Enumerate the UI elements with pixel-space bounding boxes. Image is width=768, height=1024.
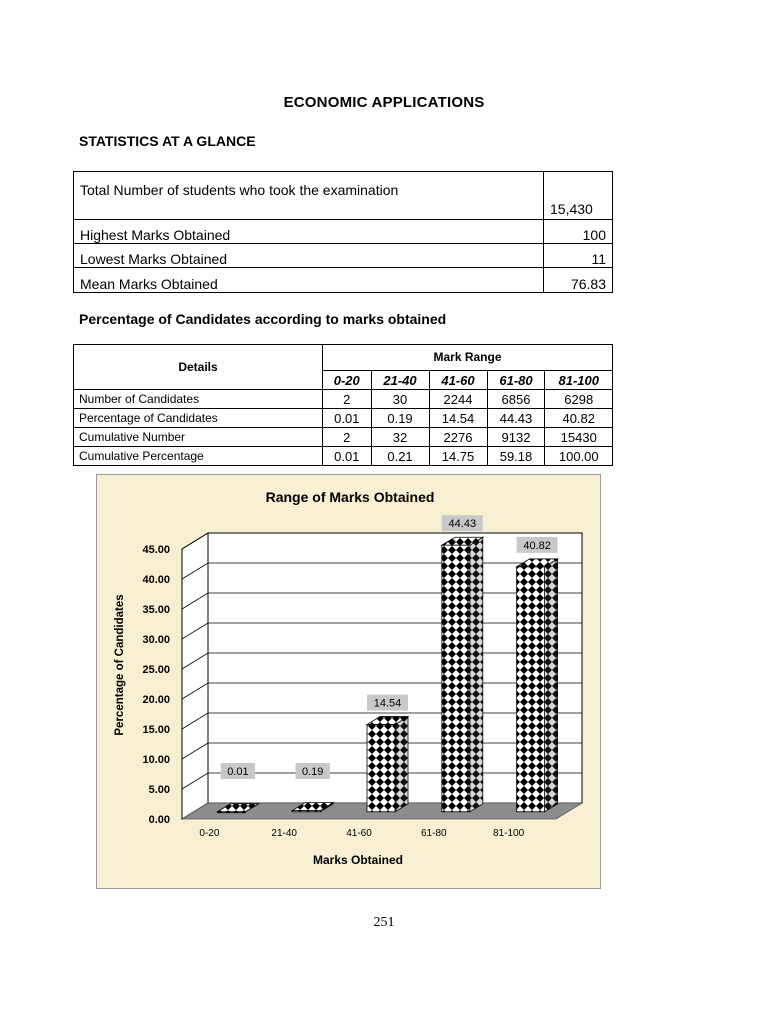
- chart-side-wall: [182, 533, 208, 819]
- range-header: 81-100: [545, 371, 613, 390]
- bar-side: [395, 717, 408, 812]
- stat-label: Lowest Marks Obtained: [74, 244, 544, 268]
- table-cell: 2: [323, 390, 372, 409]
- row-label: Cumulative Number: [74, 428, 323, 447]
- x-tick-label: 81-100: [493, 828, 525, 839]
- table-cell: 0.01: [323, 447, 372, 466]
- table-cell: 2244: [429, 390, 487, 409]
- y-tick-label: 40.00: [142, 574, 170, 586]
- y-tick-label: 5.00: [148, 784, 170, 796]
- table-cell: 9132: [487, 428, 545, 447]
- table-row: [74, 244, 613, 268]
- table-row: [74, 447, 613, 466]
- bar: [442, 545, 470, 812]
- distribution-table: [73, 344, 613, 466]
- table-cell: 0.01: [323, 409, 372, 428]
- table-row: [74, 428, 613, 447]
- table-row: [74, 390, 613, 409]
- y-tick-label: 0.00: [148, 814, 170, 826]
- stat-label: Mean Marks Obtained: [74, 268, 544, 293]
- stat-value: 11: [544, 244, 613, 268]
- table-row: [74, 409, 613, 428]
- table-cell: 6856: [487, 390, 545, 409]
- table-cell: 14.75: [429, 447, 487, 466]
- table-row: [74, 268, 613, 293]
- stat-value: 100: [544, 220, 613, 244]
- table-cell: 6298: [545, 390, 613, 409]
- bar-side: [545, 559, 558, 812]
- table-cell: 32: [371, 428, 429, 447]
- y-tick-label: 35.00: [142, 604, 170, 616]
- stat-label: Highest Marks Obtained: [74, 220, 544, 244]
- row-label: Number of Candidates: [74, 390, 323, 409]
- y-axis-label: Percentage of Candidates: [114, 594, 126, 736]
- table-cell: 2: [323, 428, 372, 447]
- page-heading: ECONOMIC APPLICATIONS: [283, 94, 485, 111]
- bar: [292, 811, 320, 812]
- row-label: Percentage of Candidates: [74, 409, 323, 428]
- table-cell: 30: [371, 390, 429, 409]
- bar: [517, 567, 545, 812]
- data-label: 0.01: [227, 766, 249, 778]
- table-row: [74, 220, 613, 244]
- range-header: 0-20: [323, 371, 372, 390]
- bar-side: [470, 537, 483, 812]
- row-label: Cumulative Percentage: [74, 447, 323, 466]
- x-tick-label: 41-60: [346, 828, 372, 839]
- y-tick-label: 10.00: [142, 754, 170, 766]
- table-cell: 15430: [545, 428, 613, 447]
- y-tick-label: 30.00: [142, 634, 170, 646]
- statistics-table: [73, 171, 613, 293]
- table-header-row: [74, 345, 613, 371]
- y-tick-label: 20.00: [142, 694, 170, 706]
- section-title-statistics: STATISTICS AT A GLANCE: [79, 133, 256, 149]
- mark-range-header: Mark Range: [323, 345, 613, 371]
- chart-title: Range of Marks Obtained: [265, 489, 435, 505]
- stat-label: Total Number of students who took the examination: [74, 172, 544, 220]
- table-cell: 0.21: [371, 447, 429, 466]
- table-cell: 14.54: [429, 409, 487, 428]
- range-header: 41-60: [429, 371, 487, 390]
- table-cell: 44.43: [487, 409, 545, 428]
- y-tick-label: 25.00: [142, 664, 170, 676]
- table-cell: 2276: [429, 428, 487, 447]
- stat-value: 76.83: [544, 268, 613, 293]
- table-cell: 40.82: [545, 409, 613, 428]
- table-cell: 59.18: [487, 447, 545, 466]
- y-tick-label: 45.00: [142, 544, 170, 556]
- table-cell: 100.00: [545, 447, 613, 466]
- page-number: 251: [373, 915, 395, 930]
- section-title-distribution: Percentage of Candidates according to marks obtained: [79, 311, 447, 327]
- x-tick-label: 0-20: [199, 828, 220, 839]
- bar: [367, 725, 395, 812]
- table-row: [74, 172, 613, 220]
- stat-value: 15,430: [544, 172, 613, 220]
- data-label: 0.19: [301, 766, 324, 778]
- bar-chart: [96, 474, 601, 889]
- range-header: 21-40: [371, 371, 429, 390]
- x-axis-label: Marks Obtained: [312, 853, 404, 867]
- data-label: 40.82: [523, 539, 551, 552]
- bar: [217, 812, 245, 813]
- details-header: Details: [74, 345, 323, 390]
- range-header: 61-80: [487, 371, 545, 390]
- x-tick-label: 21-40: [271, 828, 297, 839]
- data-label: 14.54: [373, 697, 402, 710]
- y-tick-label: 15.00: [142, 724, 170, 736]
- data-label: 44.43: [448, 518, 477, 531]
- table-cell: 0.19: [371, 409, 429, 428]
- x-tick-label: 61-80: [421, 828, 447, 839]
